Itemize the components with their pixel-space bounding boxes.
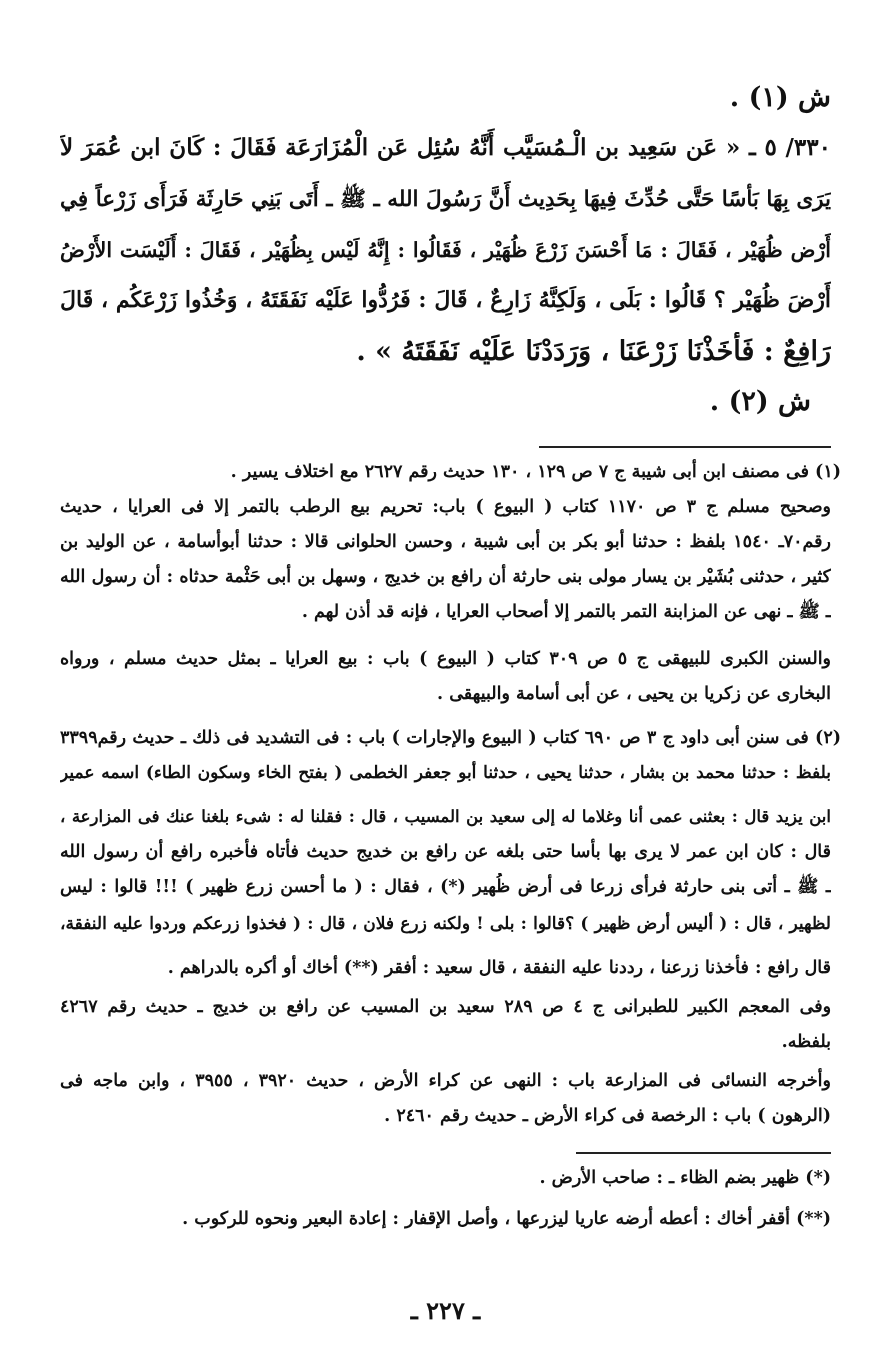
footnote-line: البخارى عن زكريا بن يحيى ، عن أبى أسامة والبيهقى . <box>437 684 831 704</box>
footnote-line: (١) فى مصنف ابن أبى شيبة ج ٧ ص ١٢٩ ، ١٣٠ حديث رقم ٢٦٢٧ مع اختلاف يسير . <box>230 462 841 482</box>
footnote-line: بلفظه. <box>781 1032 831 1052</box>
footnote-line: وأخرجه النسائى فى المزارعة باب : النهى عن كراء الأرض ، حديث ٣٩٢٠ ، ٣٩٥٥ ، وابن ماجه فى <box>60 1071 831 1091</box>
footnote-line: ابن يزيد قال : بعثنى عمى أنا وغلاما له إلى سعيد بن المسيب ، قال : فقلنا له : شىء بلغنا عنك فى المزارعة ، <box>60 807 831 826</box>
main-line: رَافِعٌ : فَأَخَذْنَا زَرْعَنَا ، وَرَدَدْنَا عَلَيْه نَفَقَتَهُ » . <box>356 336 831 367</box>
main-line: ٣٣٠/ ٥ ـ « عَن سَعِيد بن الْـمُسَيَّب أَنَّهُ سُئِل عَن الْمُزَارَعَة فَقَالَ : كَانَ ابن عُمَرَ لاَ <box>60 134 831 161</box>
footnote-line: (٢) فى سنن أبى داود ج ٣ ص ٦٩٠ كتاب ( البيوع والإجارات ) باب : فى التشديد فى ذلك ـ حديث رقم٣٣٩٩ <box>60 728 841 748</box>
footnote-line: والسنن الكبرى للبيهقى ج ٥ ص ٣٠٩ كتاب ( البيوع ) باب : بيع العرايا ـ بمثل حديث مسلم ، ورواه <box>60 649 831 669</box>
footnote-line: (الرهون ) باب : الرخصة فى كراء الأرض ـ حديث رقم ٢٤٦٠ . <box>384 1106 831 1126</box>
footnote-line: وفى المعجم الكبير للطبرانى ج ٤ ص ٢٨٩ سعيد بن المسيب عن رافع بن خديج ـ حديث رقم ٤٢٦٧ <box>60 997 831 1017</box>
main-line: ش (٢) . <box>709 386 811 417</box>
footnote-line: قال : كان ابن عمر لا يرى بها بأسا حتى بلغه عن رافع بن خديج حديث فأتاه فأخبره رافع أن رسول الله <box>60 842 831 862</box>
footnote-line: وصحيح مسلم ج ٣ ص ١١٧٠ كتاب ( البيوع ) باب: تحريم بيع الرطب بالتمر إلا فى العرايا ، حديث <box>60 497 831 517</box>
main-line: ش (١) . <box>729 82 831 113</box>
main-line: أَرْض ظُهَيْر ، فَقَالَ : مَا أَحْسَنَ زَرْعَ ظُهَيْر ، فَقَالُوا : إِنَّهُ لَيْس بِظُهَيْر ، فَقَالَ : أَلَيْسَت الأَرْضُ <box>60 238 831 262</box>
footnote-line: قال رافع : فأخذنا زرعنا ، رددنا عليه النفقة ، قال سعيد : أفقر (**) أخاك أو أكره بالدراهم . <box>167 958 831 978</box>
footnote-separator <box>539 446 831 448</box>
footnote-line: بلفظ : حدثنا محمد بن بشار ، حدثنا يحيى ، حدثنا أبو جعفر الخطمى ( بفتح الخاء وسكون الطاء) اسمه عمير <box>60 763 831 783</box>
glossary-line: (**) أقفر أخاك : أعطه أرضه عاريا ليزرعها ، وأصل الإقفار : إعادة البعير ونحوه للركوب . <box>182 1209 831 1229</box>
footnote-line: كثير ، حدثنى بُشَيْر بن يسار مولى بنى حارثة أن رافع بن خديج ، وسهل بن أبى حَثْمة حدثاه : أن رسول الله <box>60 567 831 587</box>
footnote-line: لظهير ، قال : ( أليس أرض ظهير ) ؟قالوا : بلى ! ولكنه زرع فلان ، قال : ( فخذوا زرعكم وردوا عليه النفقة، <box>60 914 831 934</box>
footnote-line: ـ ﷺ ـ نهى عن المزابنة التمر بالتمر إلا أصحاب العرايا ، فإنه قد أذن لهم . <box>301 602 831 622</box>
glossary-separator <box>576 1152 831 1154</box>
page-number: ـ ٢٢٧ ـ <box>410 1296 481 1325</box>
main-line: أَرْضَ ظُهَيْر ؟ قَالُوا : بَلَى ، وَلَكِنَّهُ زَارِعٌ ، قَالَ : فَرُدُّوا عَلَيْه نَفَقَتَهُ ، وَخُذُوا زَرْعَكُم ، قَالَ <box>60 287 831 313</box>
footnote-line: رقم٧٠ـ ١٥٤٠ بلفظ : حدثنا أبو بكر بن أبى شيبة ، وحسن الحلوانى قالا : حدثنا أبوأسامة ، عن الوليد بن <box>60 532 831 552</box>
main-line: يَرَى بِهَا بَأسًا حَتَّى حُدِّثَ فِيهَا بِحَدِيث أَنَّ رَسُولَ الله ـ ﷺ ـ أَتَى بَنِي حَارِثَة فَرَأَى زَرْعاً فِي <box>60 187 831 212</box>
footnote-line: ـ ﷺ ـ أتى بنى حارثة فرأى زرعا فى أرض ظُهير (*) ، فقال : ( ما أحسن زرع ظهير ) !!! قالوا : ليس <box>60 877 831 897</box>
glossary-line: (*) ظهير بضم الظاء ـ : صاحب الأرض . <box>539 1168 831 1188</box>
